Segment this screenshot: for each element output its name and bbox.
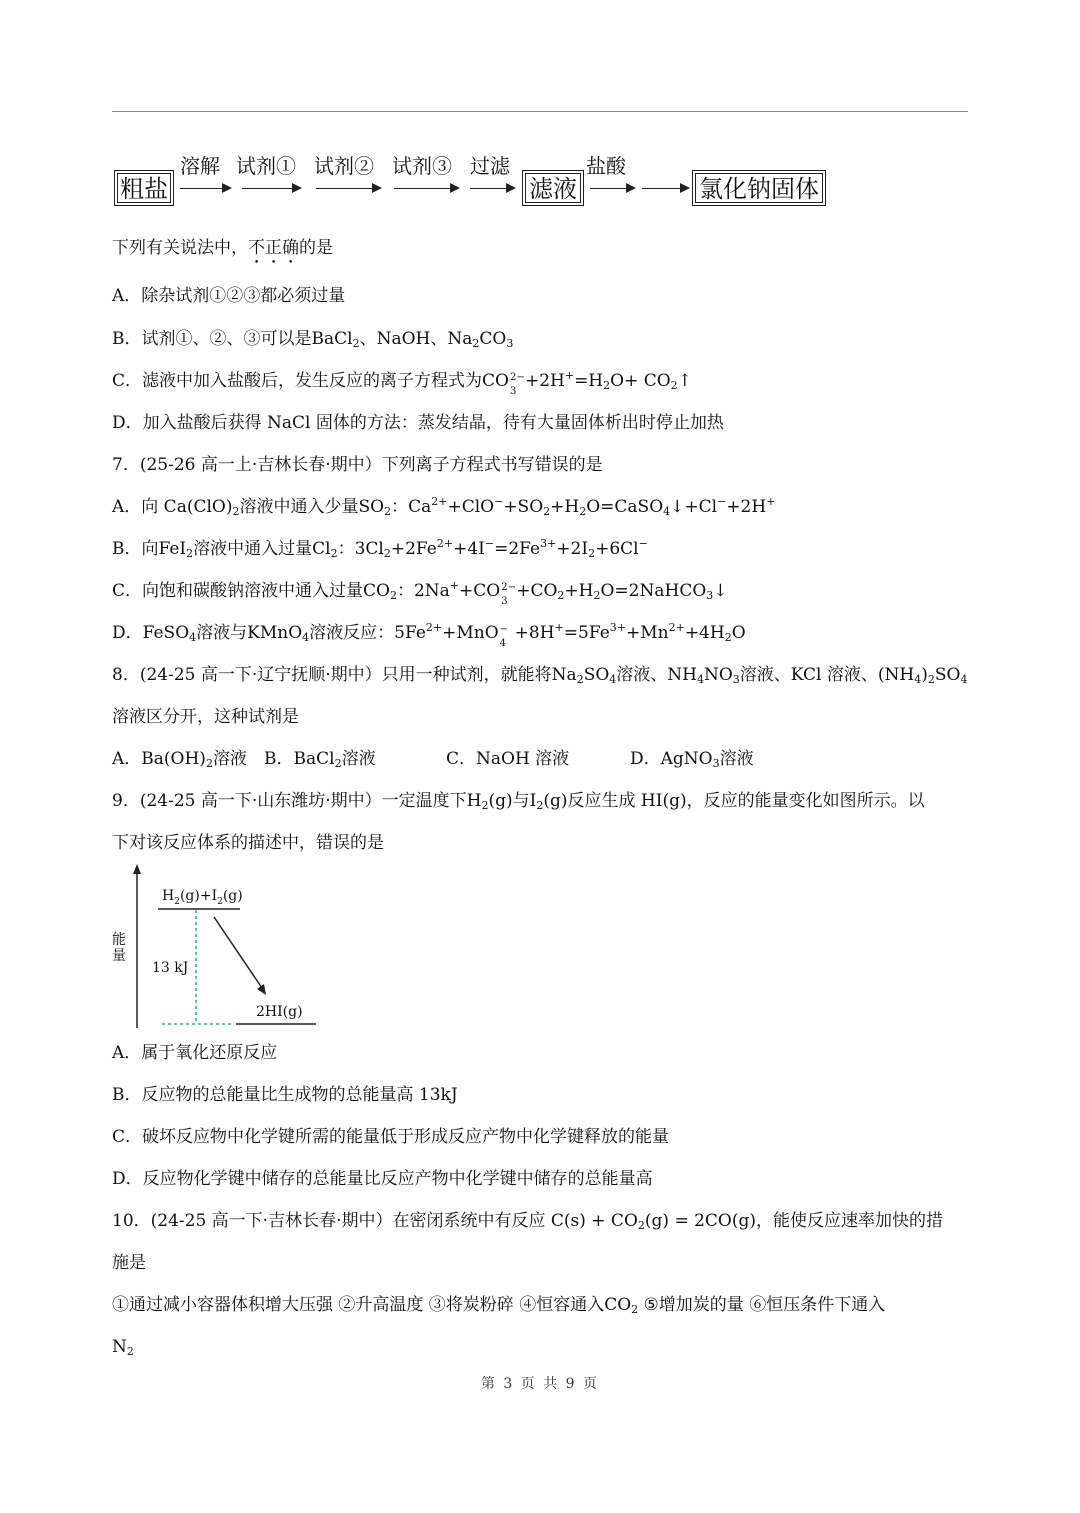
reaction-arrowhead (257, 984, 266, 995)
q10-conditions-cont: $N_2$ (112, 1337, 134, 1358)
step-hydrochloric-acid: 盐酸 (586, 154, 626, 178)
q6-option-a: A．除杂试剂①②③都必须过量 (112, 286, 346, 306)
q10-stem-line2: 施是 (112, 1253, 146, 1273)
reactants-label: $H_2(g)+I_2(g)$ (162, 888, 243, 907)
product-label: 2HI(g) (256, 1004, 303, 1020)
q9-stem-line1: 9．(24-25 高一下·山东潍坊·期中）一定温度下$H_2(g)$与$I_2(g)$反应生成 HI(g)，反应的能量变化如图所示。以 (112, 791, 925, 812)
energy-diagram (112, 862, 332, 1032)
q9-stem-line2: 下对该反应体系的描述中，错误的是 (112, 833, 384, 853)
q6-option-b: B．试剂①、②、③可以是BaCl$_2$、NaOH、$Na_2CO_3$ (112, 329, 514, 350)
q9-option-a: A．属于氧化还原反应 (112, 1043, 278, 1063)
arrow (394, 188, 458, 189)
arrow (470, 188, 514, 189)
crude-salt-box: 粗盐 (114, 170, 174, 206)
y-axis-label: 能量 (112, 932, 126, 964)
q7-option-b: B．向FeI$_2$溶液中通入过量$Cl_2$：$3Cl_2+2Fe^{2+}+4I^-=2Fe^{3+}+2I_2+6Cl^-$ (112, 537, 648, 560)
arrow (642, 188, 688, 189)
emphasis-text: 不正确 (248, 238, 299, 258)
nacl-solid-box: 氯化钠固体 (692, 170, 826, 206)
q9-option-b: B．反应物的总能量比生成物的总能量高 13kJ (112, 1085, 458, 1105)
step-reagent-1: 试剂① (236, 154, 296, 178)
q6-prompt: 下列有关说法中，不正确的是 (112, 238, 333, 258)
arrow (316, 188, 380, 189)
arrow (180, 188, 230, 189)
header-rule (112, 111, 968, 112)
filtrate-box: 滤液 (522, 170, 584, 206)
q6-option-d: D．加入盐酸后获得 NaCl 固体的方法：蒸发结晶，待有大量固体析出时停止加热 (112, 413, 724, 433)
q7-option-c: C．向饱和碳酸钠溶液中通入过量$CO_2$：2Na++CO 2− 3 $+CO_2+H_2O=2NaHCO_3↓$ (112, 579, 728, 607)
arrow (242, 188, 300, 189)
y-axis-arrowhead (133, 864, 141, 874)
q8-option-d: D．AgNO$_3$溶液 (630, 749, 754, 770)
step-dissolve: 溶解 (180, 154, 220, 178)
q7-option-d: D．FeSO$_4$溶液与KMnO$_4$溶液反应：$5Fe^{2+}+MnO$ − 4 $+8H^+=5Fe^{3+}+Mn^{2+}+4H_2O$ (112, 621, 746, 649)
step-filter: 过滤 (470, 154, 510, 178)
q8-option-c: C．NaOH 溶液 (446, 749, 570, 769)
step-reagent-3: 试剂③ (392, 154, 452, 178)
q8-option-b: B．BaCl$_2$溶液 (264, 749, 376, 770)
energy-gap-label: 13 kJ (152, 960, 189, 976)
reaction-arrow (214, 917, 262, 988)
q10-conditions: ①通过减小容器体积增大压强 ②升高温度 ③将炭粉碎 ④恒容通入$CO_2$ ⑤增加炭的量 ⑥恒压条件下通入 (112, 1295, 886, 1316)
step-reagent-2: 试剂② (314, 154, 374, 178)
q7-stem: 7．(25-26 高一上·吉林长春·期中）下列离子方程式书写错误的是 (112, 455, 603, 475)
q8-stem-line1: 8．(24-25 高一下·辽宁抚顺·期中）只用一种试剂，就能将$Na_2SO_4$溶液、$NH_4NO_3$溶液、KCl 溶液、$(NH_4)_2SO_4$ (112, 665, 968, 686)
q8-options (112, 747, 754, 771)
arrow (590, 188, 634, 189)
q8-stem-line2: 溶液区分开，这种试剂是 (112, 707, 299, 727)
q7-option-a: A．向 $Ca(ClO)_2$溶液中通入少量$SO_2$：$Ca^{2+}+ClO^-+SO_2+H_2O=CaSO_4↓+Cl^-+2H^+$ (112, 495, 776, 518)
salt-purification-flow (112, 150, 872, 216)
q9-option-c: C．破坏反应物中化学键所需的能量低于形成反应产物中化学键释放的能量 (112, 1127, 670, 1147)
q8-option-a: A．$Ba(OH)_2$溶液 (112, 749, 247, 770)
q10-stem-line1: 10．(24-25 高一下·吉林长春·期中）在密闭系统中有反应 $C(s) + CO_2(g) = 2CO(g)$，能使反应速率加快的措 (112, 1211, 943, 1232)
page-footer: 第 3 页 共 9 页 (480, 1376, 600, 1392)
q9-option-d: D．反应物化学键中储存的总能量比反应产物中化学键中储存的总能量高 (112, 1169, 653, 1189)
q6-option-c: C．滤液中加入盐酸后，发生反应的离子方程式为CO 2− 3 $+2H^+=H_2O+$ $CO_2↑$ (112, 369, 692, 397)
